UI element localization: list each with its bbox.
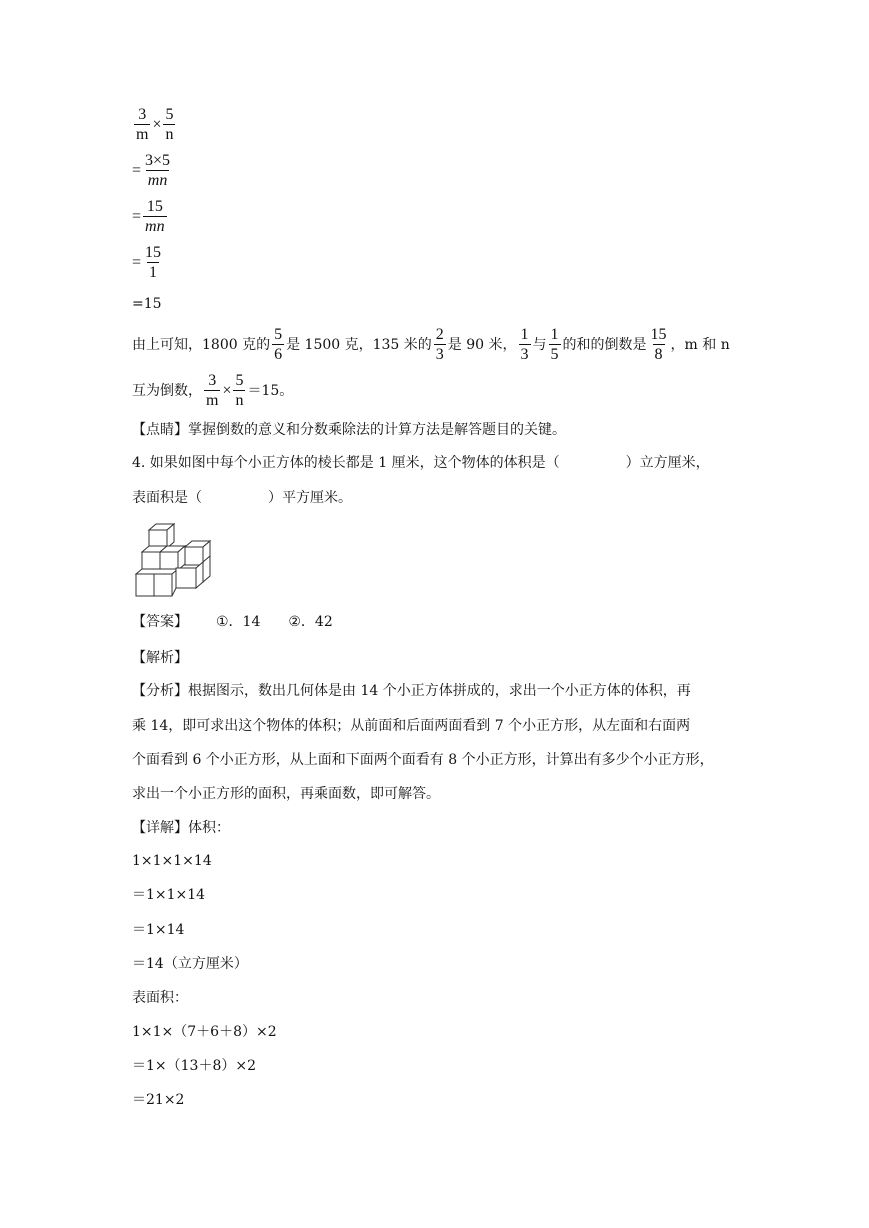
question-4-line-1: 4. 如果如图中每个小正方体的棱长都是 1 厘米，这个物体的体积是（ ）立方厘米， <box>132 455 710 471</box>
question-4-line-2: 表面积是（ ）平方厘米。 <box>132 490 352 506</box>
fraction: $\frac{15}{mn}$ <box>145 198 165 235</box>
summary-line-1: 由上可知，1800 克的 $\frac{5}{6}$ 是 1500 克，135 米的 $\frac{2}{3}$ 是 90 米， $\frac{1}{3}$ 与 $\frac{1}{5}$ 的和的倒数是 $\frac{15}{8}$ ，m 和 n <box>132 326 730 363</box>
cube-stack-figure <box>132 520 214 600</box>
detail-line-9: ＝21×2 <box>132 1092 185 1108</box>
answer-label: 【答案】 <box>132 614 188 630</box>
fraction: $\frac{3}{m}$ <box>136 106 149 143</box>
fraction: $\frac{3}{m}$ <box>206 372 219 409</box>
calc-step-2: = $\frac{3\times 5}{mn}$ <box>132 152 171 189</box>
fraction: $\frac{1}{5}$ <box>550 326 559 363</box>
fraction: $\frac{3\times 5}{mn}$ <box>145 152 171 189</box>
answer-2: ②．42 <box>288 614 333 630</box>
answer-1: ①．14 <box>216 614 261 630</box>
fraction: $\frac{15}{8}$ <box>650 326 667 363</box>
detail-line-5: ＝14（立方厘米） <box>132 956 248 972</box>
detail-line-4: ＝1×14 <box>132 922 185 938</box>
detail-line-7: 1×1×（7＋6＋8）×2 <box>132 1024 277 1040</box>
fraction: $\frac{1}{3}$ <box>520 326 529 363</box>
analysis-line-4: 求出一个小正方形的面积，再乘面数，即可解答。 <box>132 786 440 802</box>
fraction: $\frac{5}{n}$ <box>165 106 174 143</box>
fraction: $\frac{15}{1}$ <box>145 244 162 281</box>
analysis-line-3: 个面看到 6 个小正方形，从上面和下面两个面看有 8 个小正方形，计算出有多少个小正方形， <box>132 752 714 768</box>
detail-line-2: 1×1×1×14 <box>132 853 212 869</box>
detail-line-8: ＝1×（13＋8）×2 <box>132 1058 256 1074</box>
calc-step-3: = $\frac{15}{mn}$ <box>132 198 165 235</box>
fraction: $\frac{5}{6}$ <box>274 326 283 363</box>
calc-step-1: $\frac{3}{m}$ × $\frac{5}{n}$ <box>136 106 174 143</box>
answer-line <box>132 612 333 632</box>
detail-line-1: 【详解】体积： <box>132 820 230 836</box>
calc-step-4: = $\frac{15}{1}$ <box>132 244 162 281</box>
dianjing-note: 【点睛】掌握倒数的意义和分数乘除法的计算方法是解答题目的关键。 <box>132 422 566 438</box>
fraction: $\frac{5}{n}$ <box>235 372 244 409</box>
analysis-line-2: 乘 14，即可求出这个物体的体积；从前面和后面两面看到 7 个小正方形，从左面和右面两 <box>132 718 691 734</box>
detail-line-6: 表面积： <box>132 990 188 1006</box>
jiexi-heading: 【解析】 <box>132 650 188 666</box>
fraction: $\frac{2}{3}$ <box>435 326 444 363</box>
summary-line-2: 互为倒数， $\frac{3}{m}$ × $\frac{5}{n}$ ＝15。 <box>132 372 294 409</box>
analysis-line-1: 【分析】根据图示，数出几何体是由 14 个小正方体拼成的，求出一个小正方体的体积，再 <box>132 683 691 699</box>
calc-step-5: =15 <box>132 296 162 312</box>
detail-line-3: ＝1×1×14 <box>132 887 206 903</box>
